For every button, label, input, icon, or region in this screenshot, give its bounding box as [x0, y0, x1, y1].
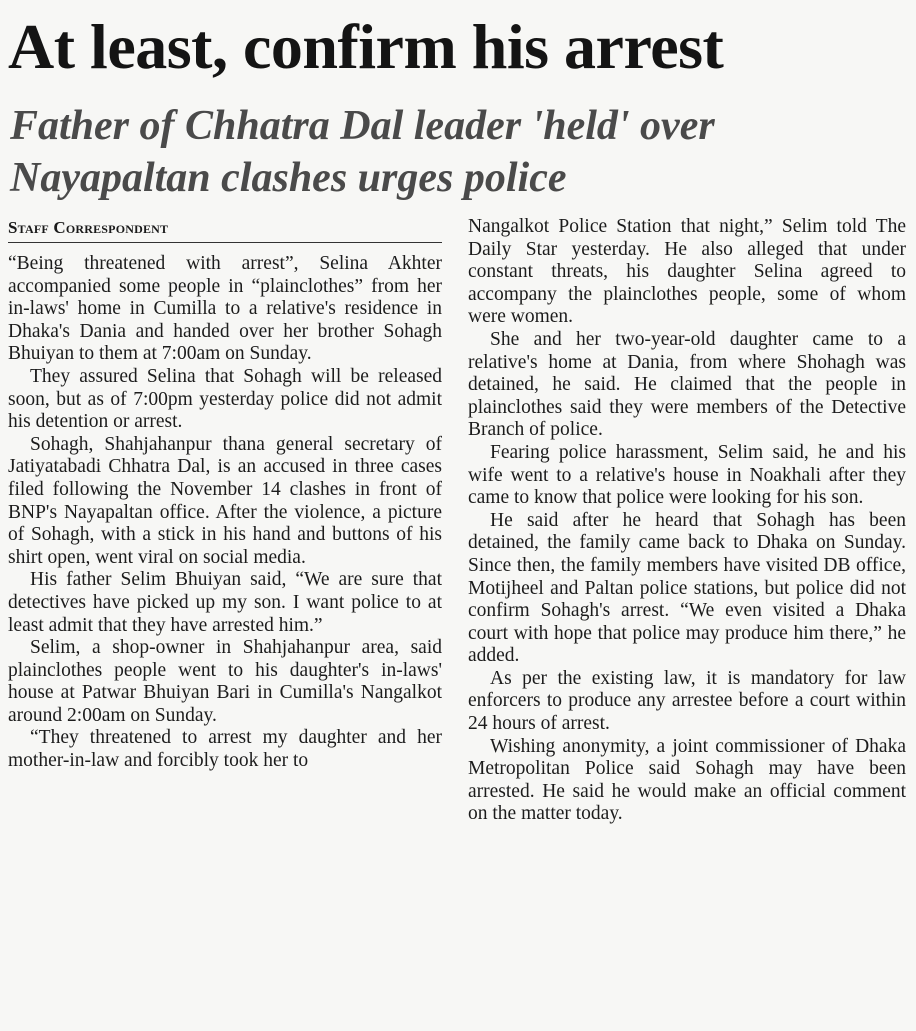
byline: Staff Correspondent — [8, 218, 442, 243]
paragraph: “Being threatened with arrest”, Selina Akhter accompanied some people in “plainclothes” from her in-laws' home in Cumilla to a relative's residence in Dhaka's Dania and handed over her brother Sohagh Bhuiyan to them at 7:00am on Sunday. — [8, 253, 442, 365]
paragraph: Selim, a shop-owner in Shahjahanpur area, said plainclothes people went to his daughter's in-laws' house at Patwar Bhuiyan Bari in Cumilla's Nangalkot around 2:00am on Sunday. — [8, 637, 442, 726]
paragraph: “They threatened to arrest my daughter and her mother-in-law and forcibly took her to — [8, 727, 442, 772]
paragraph: Nangalkot Police Station that night,” Selim told The Daily Star yesterday. He also alleged that under constant threats, his daughter Selina agreed to accompany the plainclothes people, some of whom were women. — [468, 216, 906, 328]
paragraph: She and her two-year-old daughter came to a relative's home at Dania, from where Shohagh was detained, he said. He claimed that the people in plainclothes said they were members of the Detective Branch of police. — [468, 328, 906, 441]
paragraph: Sohagh, Shahjahanpur thana general secretary of Jatiyatabadi Chhatra Dal, is an accused in three cases filed following the November 14 clashes in front of BNP's Nayapaltan office. After the violence, a picture of Sohagh, with a stick in his hand and buttons of his shirt open, went viral on social media. — [8, 433, 442, 568]
paragraph: He said after he heard that Sohagh has been detained, the family came back to Dhaka on Sunday. Since then, the family members have visited DB office, Motijheel and Paltan police stations, but police did not confirm Sohagh's arrest. “We even visited a Dhaka court with hope that police may produce him there,” he added. — [468, 509, 906, 667]
article-column-right — [468, 216, 906, 826]
headline: At least, confirm his arrest — [8, 11, 724, 82]
paragraph: His father Selim Bhuiyan said, “We are sure that detectives have picked up my son. I want police to at least admit that they have arrested him.” — [8, 569, 442, 636]
paragraph: They assured Selina that Sohagh will be released soon, but as of 7:00pm yesterday police did not admit his detention or arrest. — [8, 365, 442, 433]
subheadline: Father of Chhatra Dal leader 'held' over Nayapaltan clashes urges police — [10, 103, 715, 201]
paragraph: As per the existing law, it is mandatory for law enforcers to produce any arrestee before a court within 24 hours of arrest. — [468, 667, 906, 735]
paragraph: Wishing anonymity, a joint commissioner of Dhaka Metropolitan Police said Sohagh may have been arrested. He said he would make an official comment on the matter today. — [468, 735, 906, 825]
paragraph: Fearing police harassment, Selim said, he and his wife went to a relative's house in Noakhali after they came to know that police were looking for his son. — [468, 441, 906, 509]
article-column-left — [8, 218, 442, 773]
